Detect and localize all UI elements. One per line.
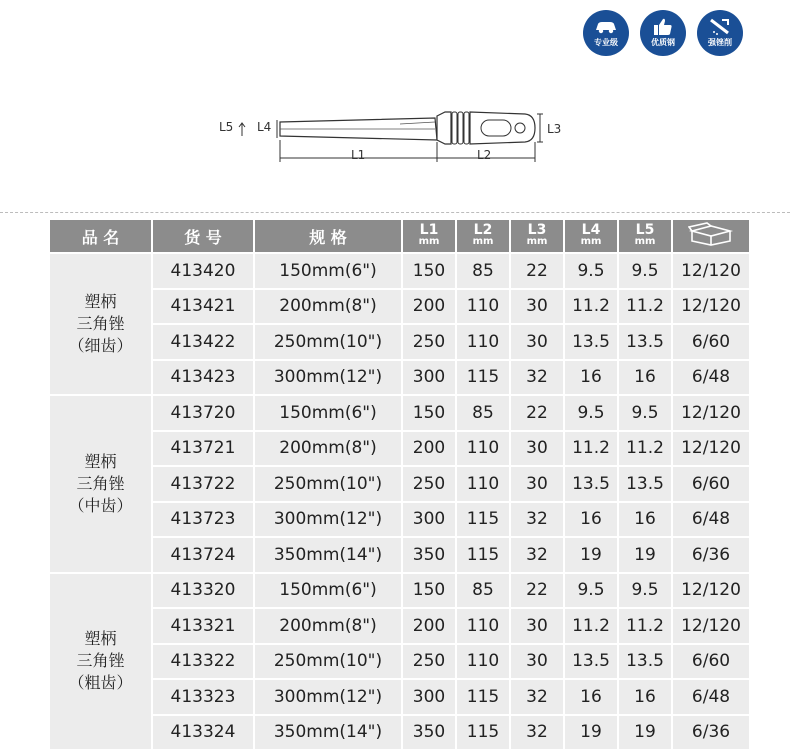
l2-cell: 85 xyxy=(457,574,509,608)
l5-cell: 9.5 xyxy=(619,254,671,288)
item-number-cell: 413324 xyxy=(153,716,253,750)
l3-cell: 32 xyxy=(511,680,563,714)
l1-cell: 150 xyxy=(403,396,455,430)
l3-cell: 32 xyxy=(511,716,563,750)
unit-label: mm xyxy=(526,236,548,247)
spec-cell: 250mm(10") xyxy=(255,467,401,501)
spec-cell: 200mm(8") xyxy=(255,432,401,466)
package-qty-cell: 6/60 xyxy=(673,467,749,501)
badge-label: 优质钢 xyxy=(651,38,675,47)
file-tool-icon xyxy=(708,17,732,37)
table-row xyxy=(50,503,749,537)
package-qty-cell: 6/36 xyxy=(673,538,749,572)
header-specification: 规 格 xyxy=(255,220,401,252)
spec-cell: 150mm(6") xyxy=(255,574,401,608)
l4-cell: 16 xyxy=(565,361,617,395)
l3-cell: 22 xyxy=(511,396,563,430)
l5-cell: 13.5 xyxy=(619,467,671,501)
item-number-cell: 413320 xyxy=(153,574,253,608)
l3-cell: 32 xyxy=(511,503,563,537)
l1-cell: 350 xyxy=(403,716,455,750)
l5-cell: 9.5 xyxy=(619,574,671,608)
l4-cell: 13.5 xyxy=(565,645,617,679)
unit-label: mm xyxy=(634,236,656,247)
package-qty-cell: 12/120 xyxy=(673,609,749,643)
category-name-line: （细齿） xyxy=(68,336,133,355)
l5-cell: 9.5 xyxy=(619,396,671,430)
l2-cell: 115 xyxy=(457,538,509,572)
l1-cell: 200 xyxy=(403,290,455,324)
category-name-line: 塑柄 xyxy=(84,451,117,471)
package-qty-cell: 12/120 xyxy=(673,396,749,430)
spec-cell: 150mm(6") xyxy=(255,254,401,288)
table-row xyxy=(50,325,749,359)
table-row xyxy=(50,645,749,679)
l1-cell: 350 xyxy=(403,538,455,572)
header-l5 xyxy=(619,220,671,252)
unit-label: mm xyxy=(418,236,440,247)
spec-cell: 150mm(6") xyxy=(255,396,401,430)
l1-cell: 300 xyxy=(403,503,455,537)
dim-label-l2: L2 xyxy=(477,148,492,162)
package-qty-cell: 12/120 xyxy=(673,290,749,324)
section-divider xyxy=(0,212,790,213)
package-qty-cell: 12/120 xyxy=(673,574,749,608)
product-category-cell xyxy=(50,254,151,394)
spec-cell: 250mm(10") xyxy=(255,325,401,359)
triangular-file-drawing xyxy=(205,100,575,180)
table-row xyxy=(50,290,749,324)
package-qty-cell: 6/48 xyxy=(673,680,749,714)
package-qty-cell: 12/120 xyxy=(673,432,749,466)
table-row xyxy=(50,716,749,750)
badge-quality-steel xyxy=(640,10,686,56)
l3-cell: 30 xyxy=(511,467,563,501)
l2-cell: 85 xyxy=(457,254,509,288)
l1-cell: 200 xyxy=(403,432,455,466)
l2-cell: 85 xyxy=(457,396,509,430)
l2-cell: 110 xyxy=(457,645,509,679)
category-name-line: 三角锉 xyxy=(76,314,125,333)
item-number-cell: 413422 xyxy=(153,325,253,359)
spec-cell: 350mm(14") xyxy=(255,538,401,572)
l5-cell: 16 xyxy=(619,680,671,714)
l3-cell: 32 xyxy=(511,538,563,572)
dim-label-l1: L1 xyxy=(351,148,366,162)
item-number-cell: 413323 xyxy=(153,680,253,714)
header-l2-label: L2 xyxy=(473,222,493,238)
badge-label: 专业级 xyxy=(594,38,618,47)
unit-label: mm xyxy=(472,236,494,247)
tool-dimension-diagram xyxy=(205,100,575,180)
l4-cell: 9.5 xyxy=(565,396,617,430)
header-l2 xyxy=(457,220,509,252)
spec-cell: 300mm(12") xyxy=(255,680,401,714)
l5-cell: 13.5 xyxy=(619,645,671,679)
l5-cell: 13.5 xyxy=(619,325,671,359)
l2-cell: 110 xyxy=(457,432,509,466)
item-number-cell: 413720 xyxy=(153,396,253,430)
l4-cell: 11.2 xyxy=(565,432,617,466)
category-name-line: （中齿） xyxy=(68,495,133,515)
header-l1 xyxy=(403,220,455,252)
l1-cell: 150 xyxy=(403,574,455,608)
package-qty-cell: 6/60 xyxy=(673,645,749,679)
l2-cell: 110 xyxy=(457,467,509,501)
item-number-cell: 413321 xyxy=(153,609,253,643)
l4-cell: 9.5 xyxy=(565,574,617,608)
l1-cell: 300 xyxy=(403,361,455,395)
header-package xyxy=(673,220,749,252)
l5-cell: 11.2 xyxy=(619,290,671,324)
badge-label: 强锉削 xyxy=(708,38,732,47)
l4-cell: 19 xyxy=(565,538,617,572)
product-category-cell xyxy=(50,396,151,572)
package-qty-cell: 6/48 xyxy=(673,361,749,395)
category-name-line: 塑柄 xyxy=(84,292,117,311)
l4-cell: 16 xyxy=(565,680,617,714)
l3-cell: 30 xyxy=(511,432,563,466)
table-row xyxy=(50,609,749,643)
l5-cell: 16 xyxy=(619,361,671,395)
header-l3 xyxy=(511,220,563,252)
l4-cell: 11.2 xyxy=(565,609,617,643)
l3-cell: 22 xyxy=(511,254,563,288)
table-header-row xyxy=(50,220,749,252)
car-icon xyxy=(594,17,618,35)
package-qty-cell: 12/120 xyxy=(673,254,749,288)
table-row xyxy=(50,432,749,466)
table-row xyxy=(50,361,749,395)
l2-cell: 110 xyxy=(457,609,509,643)
l4-cell: 16 xyxy=(565,503,617,537)
package-qty-cell: 6/60 xyxy=(673,325,749,359)
l2-cell: 110 xyxy=(457,290,509,324)
dim-label-l3: L3 xyxy=(547,122,562,136)
product-category-cell xyxy=(50,574,151,750)
spec-cell: 300mm(12") xyxy=(255,503,401,537)
header-l4 xyxy=(565,220,617,252)
box-icon xyxy=(688,222,734,246)
spec-cell: 250mm(10") xyxy=(255,645,401,679)
l1-cell: 150 xyxy=(403,254,455,288)
l2-cell: 110 xyxy=(457,325,509,359)
category-name-line: 三角锉 xyxy=(76,473,125,493)
table-row xyxy=(50,538,749,572)
header-l1-label: L1 xyxy=(419,222,439,238)
l5-cell: 19 xyxy=(619,538,671,572)
package-qty-cell: 6/36 xyxy=(673,716,749,750)
header-l5-label: L5 xyxy=(635,222,655,238)
item-number-cell: 413721 xyxy=(153,432,253,466)
l2-cell: 115 xyxy=(457,680,509,714)
l1-cell: 250 xyxy=(403,467,455,501)
l4-cell: 9.5 xyxy=(565,254,617,288)
table-row xyxy=(50,467,749,501)
item-number-cell: 413423 xyxy=(153,361,253,395)
item-number-cell: 413421 xyxy=(153,290,253,324)
l3-cell: 30 xyxy=(511,290,563,324)
l1-cell: 200 xyxy=(403,609,455,643)
category-name-line: 三角锉 xyxy=(76,651,125,671)
l4-cell: 19 xyxy=(565,716,617,750)
table-row xyxy=(50,574,749,608)
package-qty-cell: 6/48 xyxy=(673,503,749,537)
dim-label-l4: L4 xyxy=(257,120,272,134)
l3-cell: 30 xyxy=(511,609,563,643)
item-number-cell: 413722 xyxy=(153,467,253,501)
table-row xyxy=(50,680,749,714)
spec-cell: 300mm(12") xyxy=(255,361,401,395)
l5-cell: 11.2 xyxy=(619,609,671,643)
item-number-cell: 413322 xyxy=(153,645,253,679)
header-item-number: 货 号 xyxy=(153,220,253,252)
header-l4-label: L4 xyxy=(581,222,601,238)
category-name-line: 塑柄 xyxy=(84,629,117,649)
l5-cell: 19 xyxy=(619,716,671,750)
l4-cell: 13.5 xyxy=(565,467,617,501)
table-row xyxy=(50,396,749,430)
l2-cell: 115 xyxy=(457,716,509,750)
l1-cell: 250 xyxy=(403,325,455,359)
category-name-line: （粗齿） xyxy=(68,673,133,693)
item-number-cell: 413723 xyxy=(153,503,253,537)
l5-cell: 16 xyxy=(619,503,671,537)
thumbs-up-icon xyxy=(651,17,675,37)
item-number-cell: 413724 xyxy=(153,538,253,572)
spec-cell: 200mm(8") xyxy=(255,290,401,324)
l3-cell: 30 xyxy=(511,325,563,359)
dim-label-l5: L5 xyxy=(219,120,234,134)
unit-label: mm xyxy=(580,236,602,247)
header-l3-label: L3 xyxy=(527,222,547,238)
l5-cell: 11.2 xyxy=(619,432,671,466)
l4-cell: 11.2 xyxy=(565,290,617,324)
table-row xyxy=(50,254,749,288)
spec-table xyxy=(48,218,751,751)
item-number-cell: 413420 xyxy=(153,254,253,288)
l3-cell: 22 xyxy=(511,574,563,608)
feature-badges xyxy=(583,10,743,56)
spec-cell: 350mm(14") xyxy=(255,716,401,750)
l4-cell: 13.5 xyxy=(565,325,617,359)
l2-cell: 115 xyxy=(457,361,509,395)
l1-cell: 300 xyxy=(403,680,455,714)
l1-cell: 250 xyxy=(403,645,455,679)
l3-cell: 30 xyxy=(511,645,563,679)
header-product-name: 品 名 xyxy=(50,220,151,252)
l2-cell: 115 xyxy=(457,503,509,537)
spec-cell: 200mm(8") xyxy=(255,609,401,643)
badge-strong-filing xyxy=(697,10,743,56)
l3-cell: 32 xyxy=(511,361,563,395)
badge-professional xyxy=(583,10,629,56)
